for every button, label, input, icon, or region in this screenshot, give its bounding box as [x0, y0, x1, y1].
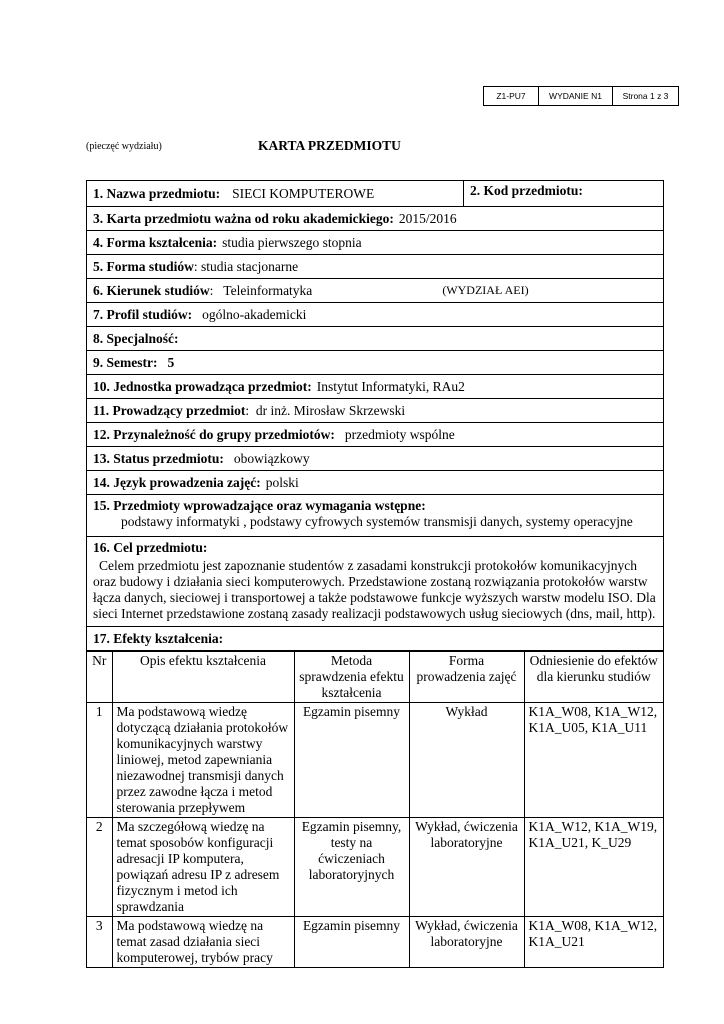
prerequisites-value: podstawy informatyki , podstawy cyfrowych systemów transmisji danych, systemy operacyjne [121, 514, 633, 529]
document-edition: WYDANIE N1 [538, 87, 612, 105]
document-code: Z1-PU7 [496, 91, 526, 101]
semester-label: 9. Semestr: [93, 354, 158, 370]
field-of-study-label: 6. Kierunek studiów [93, 282, 210, 298]
outcome-reference: K1A_W08, K1A_W12, K1A_U21 [524, 917, 663, 968]
col-header-nr: Nr [87, 652, 112, 703]
valid-year-value: 2015/2016 [398, 210, 457, 226]
course-card-form [86, 180, 664, 968]
col-header-form: Forma prowadzenia zajęć [409, 652, 524, 703]
specialty-label: 8. Specjalność: [93, 330, 179, 346]
table-row [87, 917, 663, 968]
document-page-number: Strona 1 z 3 [612, 87, 678, 105]
row-learning-outcomes [87, 627, 663, 651]
language-value: polski [265, 474, 299, 490]
row-study-profile [87, 303, 663, 327]
row-language [87, 471, 663, 495]
col-header-description: Opis efektu kształcenia [112, 652, 294, 703]
table-row [87, 818, 663, 917]
table-row [87, 703, 663, 818]
faculty-stamp-label: (pieczęć wydziału) [86, 141, 162, 152]
department-value: Instytut Informatyki, RAu2 [316, 378, 465, 394]
course-status-value: obowiązkowy [233, 450, 310, 466]
course-name-value: SIECI KOMPUTEROWE [232, 185, 375, 201]
row-department [87, 375, 663, 399]
col-header-method: Metoda sprawdzenia efektu kształcenia [294, 652, 409, 703]
row-course-goal [87, 537, 663, 627]
outcome-method: Egzamin pisemny, testy na ćwiczeniach laboratoryjnych [294, 818, 409, 917]
course-group-label: 12. Przynależność do grupy przedmiotów: [93, 426, 335, 442]
learning-outcomes-table [87, 651, 663, 968]
row-field-of-study [87, 279, 663, 303]
document-header-box [483, 86, 679, 106]
course-name-label: 1. Nazwa przedmiotu: [93, 185, 221, 201]
row-study-form [87, 255, 663, 279]
outcome-form: Wykład, ćwiczenia laboratoryjne [409, 818, 524, 917]
lecturer-label: 11. Prowadzący przedmiot [93, 402, 246, 418]
row-education-form [87, 231, 663, 255]
table-header-row [87, 652, 663, 703]
row-specialty [87, 327, 663, 351]
language-label: 14. Język prowadzenia zajęć: [93, 474, 261, 490]
semester-value: 5 [167, 354, 175, 370]
education-form-value: studia pierwszego stopnia [222, 234, 362, 250]
study-form-label: 5. Forma studiów [93, 258, 194, 274]
lecturer-value: : dr inż. Mirosław Skrzewski [245, 402, 406, 418]
row-course-status [87, 447, 663, 471]
outcome-method: Egzamin pisemny [294, 917, 409, 968]
row-course-name [87, 181, 663, 207]
outcome-reference: K1A_W08, K1A_W12, K1A_U05, K1A_U11 [524, 703, 663, 818]
learning-outcomes-label: 17. Efekty kształcenia: [93, 630, 224, 646]
row-lecturer [87, 399, 663, 423]
faculty-name: (WYDZIAŁ AEI) [442, 283, 529, 297]
course-status-label: 13. Status przedmiotu: [93, 450, 224, 466]
outcome-description: Ma podstawową wiedzę dotyczącą działania protokołów komunikacyjnych warstwy liniowej, metod zapewniania niezawodnej transmisji danych przez zawodne łącza i metod sterowania przepływem [112, 703, 294, 818]
prerequisites-label: 15. Przedmioty wprowadzające oraz wymagania wstępne: [93, 498, 426, 513]
outcome-nr: 2 [87, 818, 112, 917]
outcome-nr: 1 [87, 703, 112, 818]
study-profile-label: 7. Profil studiów: [93, 306, 193, 322]
col-header-reference: Odniesienie do efektów dla kierunku studiów [524, 652, 663, 703]
course-goal-label: 16. Cel przedmiotu: [93, 540, 208, 555]
study-profile-value: ogólno-akademicki [202, 306, 307, 322]
outcome-form: Wykład, ćwiczenia laboratoryjne [409, 917, 524, 968]
valid-year-label: 3. Karta przedmiotu ważna od roku akademickiego: [93, 210, 394, 226]
field-of-study-value: : Teleinformatyka [209, 282, 313, 298]
row-prerequisites [87, 495, 663, 537]
outcome-description: Ma podstawową wiedzę na temat zasad działania sieci komputerowej, trybów pracy [112, 917, 294, 968]
course-group-value: przedmioty wspólne [344, 426, 455, 442]
education-form-label: 4. Forma kształcenia: [93, 234, 218, 250]
course-code-label: 2. Kod przedmiotu: [470, 183, 583, 198]
outcome-method: Egzamin pisemny [294, 703, 409, 818]
row-semester [87, 351, 663, 375]
study-form-value: : studia stacjonarne [193, 258, 299, 274]
row-valid-year [87, 207, 663, 231]
outcome-reference: K1A_W12, K1A_W19, K1A_U21, K_U29 [524, 818, 663, 917]
outcome-description: Ma szczegółową wiedzę na temat sposobów konfiguracji adresacji IP komputera, powiązań adresu IP z adresem fizycznym i metod ich sprawdzania [112, 818, 294, 917]
outcome-form: Wykład [409, 703, 524, 818]
outcome-nr: 3 [87, 917, 112, 968]
course-goal-value: Celem przedmiotu jest zapoznanie studentów z zasadami konstrukcji protokołów komunikacyjnych oraz budowy i działania sieci komputerowych. Przedstawione zostaną rozwiązania protokołów warstw łącza danych, sieciowej i transportowej a także podstawowe funkcje wyższych warstw modelu ISO. Dla sieci Internet przedstawione zostaną zasady realizacji podstawowych usług sieciowych (dns, mail, http). [93, 558, 656, 621]
department-label: 10. Jednostka prowadząca przedmiot: [93, 378, 312, 394]
page-title: KARTA PRZEDMIOTU [258, 138, 401, 153]
row-course-group [87, 423, 663, 447]
